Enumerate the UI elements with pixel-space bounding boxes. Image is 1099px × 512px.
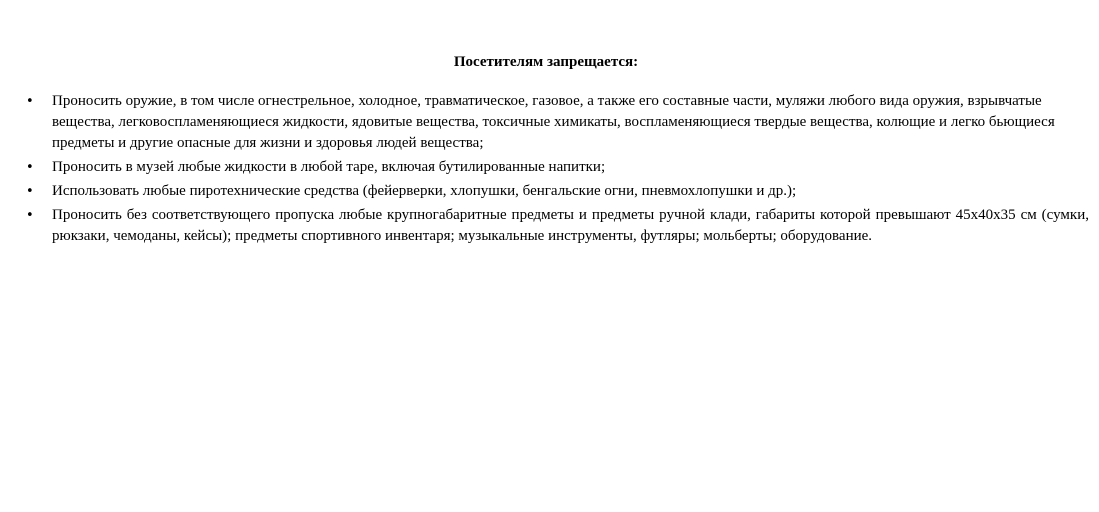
list-item: [0, 91, 1099, 154]
bullet-icon: •: [26, 160, 34, 175]
list-item-text: Проносить в музей любые жидкости в любой таре, включая бутилированные напитки;: [52, 159, 606, 175]
prohibited-items-list: [0, 91, 1099, 250]
list-item: [0, 205, 1099, 247]
bullet-icon: •: [26, 208, 34, 223]
list-item: [0, 157, 1099, 178]
list-item: [0, 181, 1099, 202]
list-item-text: Использовать любые пиротехнические средства (фейерверки, хлопушки, бенгальские огни, пневмохлопушки и др.);: [52, 183, 797, 199]
list-item-text: Проносить оружие, в том числе огнестрельное, холодное, травматическое, газовое, а также его составные части, муляжи любого вида оружия, взрывчатые вещества, легковоспламеняющиеся жидкости, ядовитые вещества, токсичные химикаты, воспламеняющиеся твердые вещества, колющие и легко бьющиеся предметы и другие опасные для жизни и здоровья людей вещества;: [52, 93, 1055, 151]
document-title: Посетителям запрещается:: [453, 54, 639, 70]
list-item-text: Проносить без соответствующего пропуска любые крупногабаритные предметы и предметы ручной клади, габариты которой превышают 45х40х35 см (сумки, рюкзаки, чемоданы, кейсы); предметы спортивного инвентаря; музыкальные инструменты, футляры; мольберты; оборудование.: [52, 207, 1089, 244]
bullet-icon: •: [26, 184, 34, 199]
bullet-icon: •: [26, 94, 34, 109]
